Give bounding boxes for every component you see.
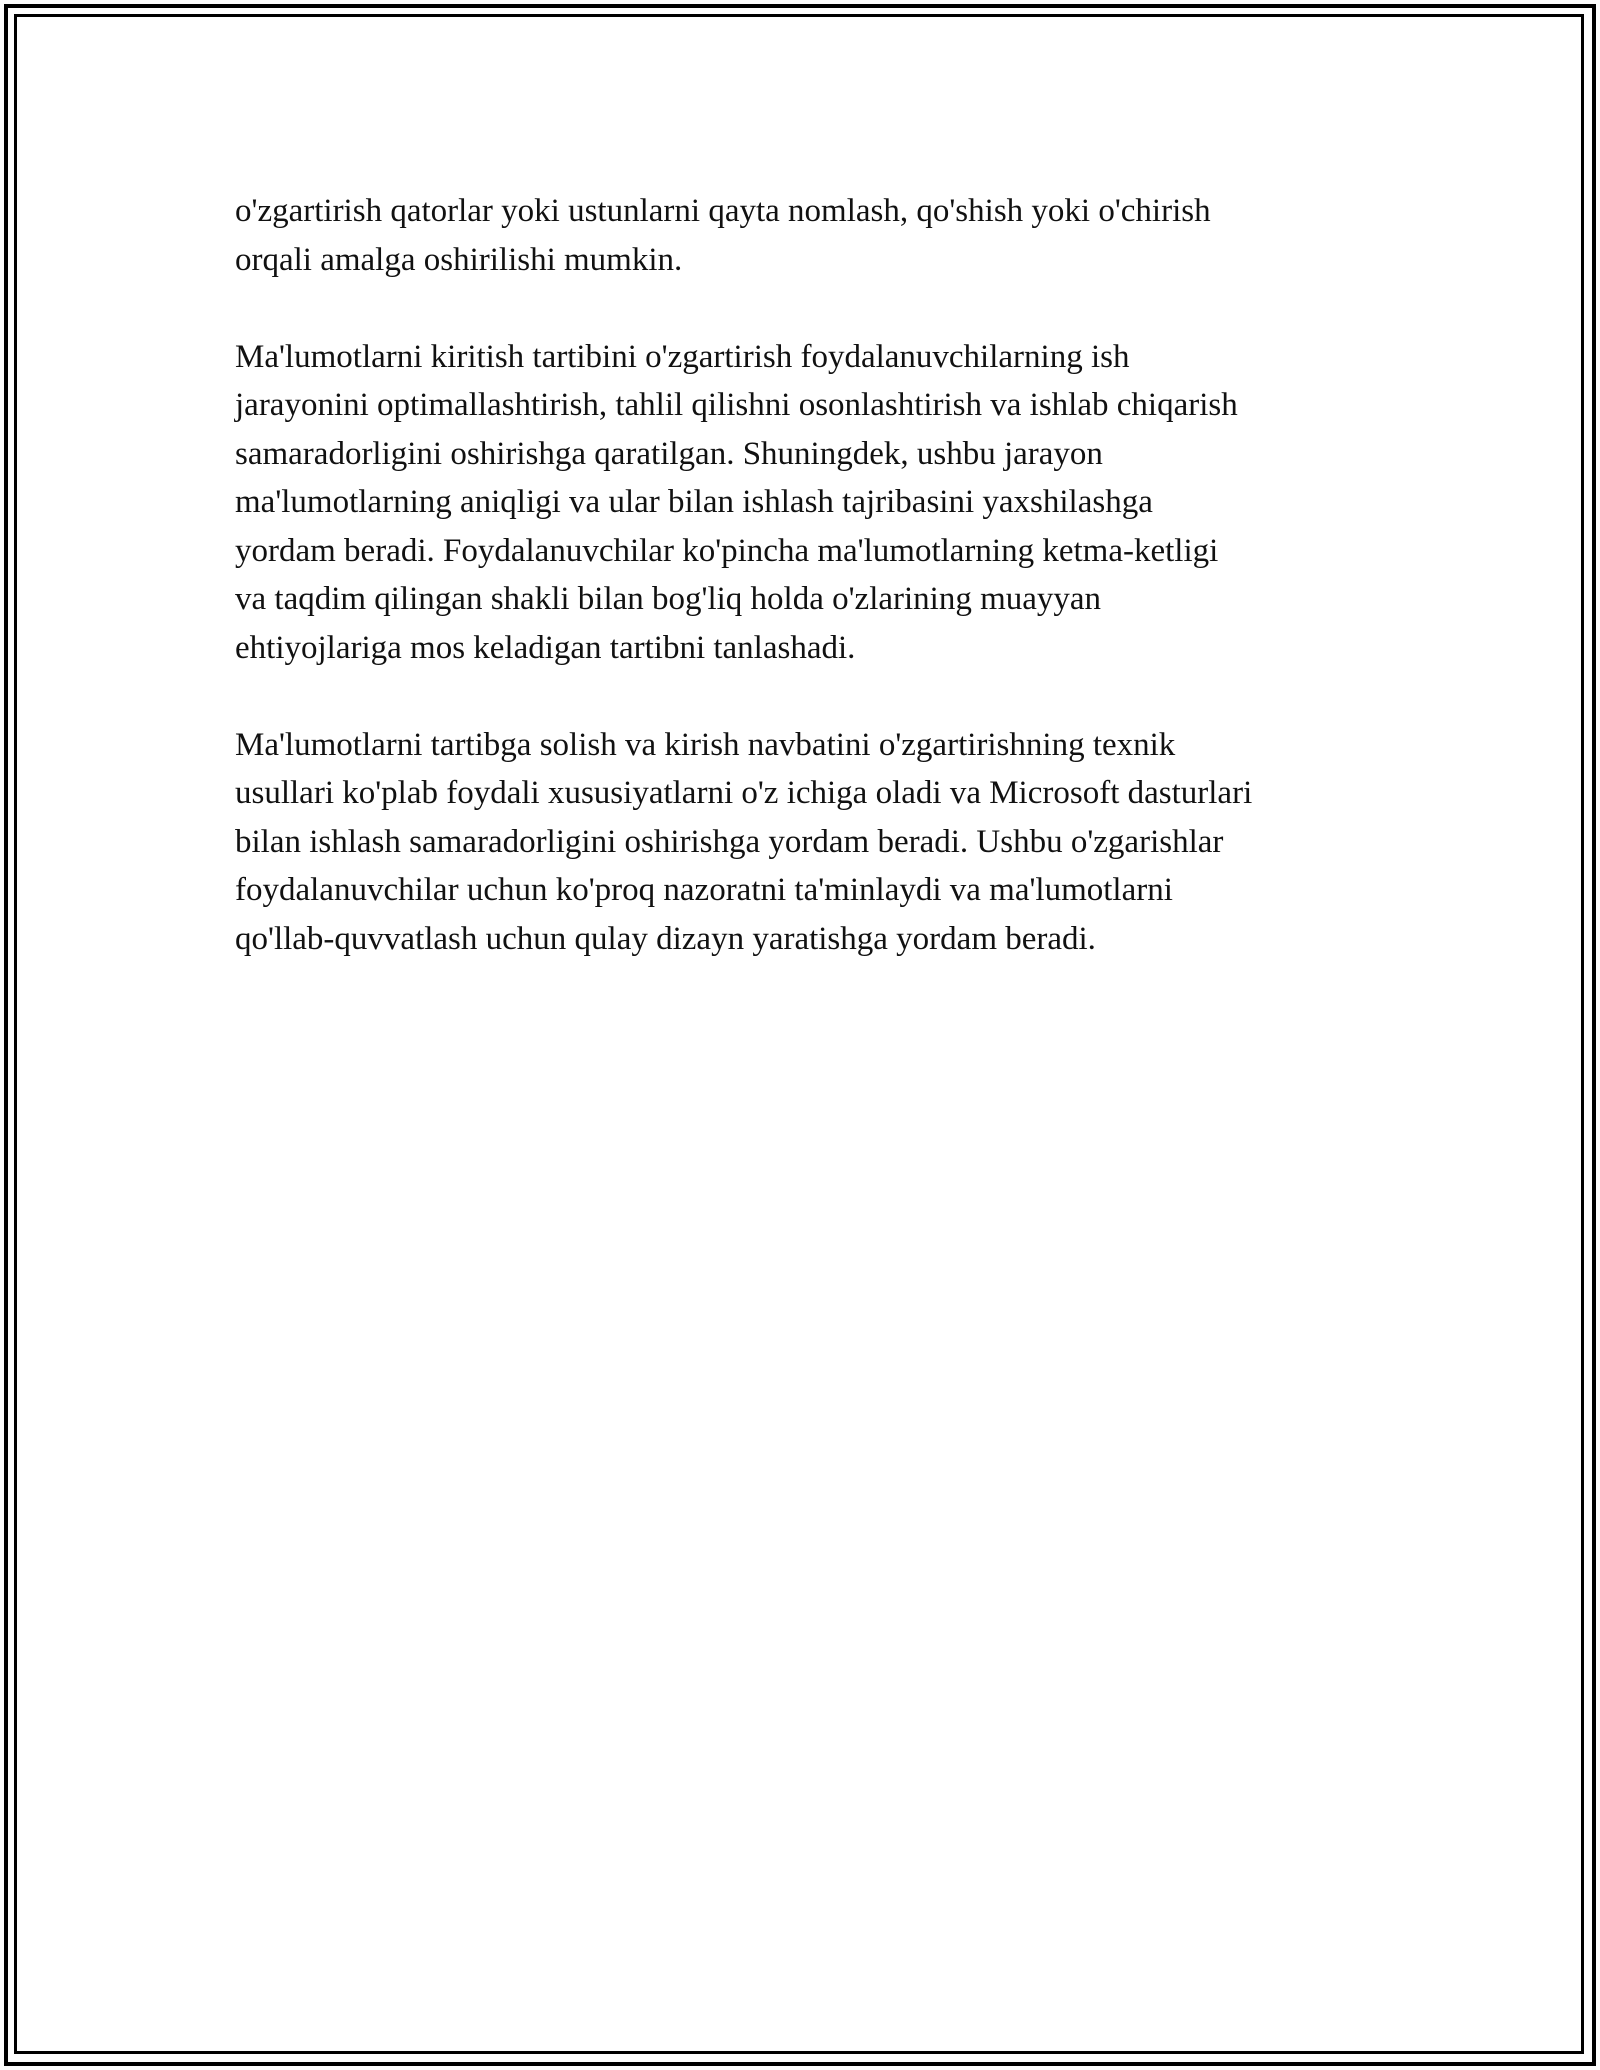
text-line: va taqdim qilingan shakli bilan bog'liq holda o'zlarining muayyan (235, 581, 1102, 617)
text-line: ehtiyojlariga mos keladigan tartibni tanlashadi. (235, 629, 856, 666)
text-line: orqali amalga oshirilishi mumkin. (235, 241, 683, 278)
paragraph-2 (235, 333, 1385, 673)
text-line: yordam beradi. Foydalanuvchilar ko'pincha ma'lumotlarning ketma-ketligi (235, 532, 1219, 569)
text-line: qo'llab-quvvatlash uchun qulay dizayn yaratishga yordam beradi. (235, 920, 1096, 957)
paragraph-1 (235, 187, 1385, 284)
text-line: o'zgartirish qatorlar yoki ustunlarni qayta nomlash, qo'shish yoki o'chirish (235, 193, 1211, 229)
text-line: jarayonini optimallashtirish, tahlil qilishni osonlashtirish va ishlab chiqarish (235, 387, 1238, 423)
text-line: usullari ko'plab foydali xususiyatlarni o'z ichiga oladi va Microsoft dasturlari (235, 775, 1253, 811)
text-line: samaradorligini oshirishga qaratilgan. Shuningdek, ushbu jarayon (235, 435, 1103, 472)
text-line: ma'lumotlarning aniqligi va ular bilan ishlash tajribasini yaxshilashga (235, 484, 1153, 520)
paragraph-3 (235, 721, 1385, 964)
text-line: foydalanuvchilar uchun ko'proq nazoratni ta'minlaydi va ma'lumotlarni (235, 872, 1173, 908)
text-line: Ma'lumotlarni kiritish tartibini o'zgartirish foydalanuvchilarning ish (235, 338, 1130, 375)
text-line: Ma'lumotlarni tartibga solish va kirish navbatini o'zgartirishning texnik (235, 726, 1176, 763)
document-body (235, 187, 1385, 1012)
text-line: bilan ishlash samaradorligini oshirishga yordam beradi. Ushbu o'zgarishlar (235, 823, 1224, 860)
